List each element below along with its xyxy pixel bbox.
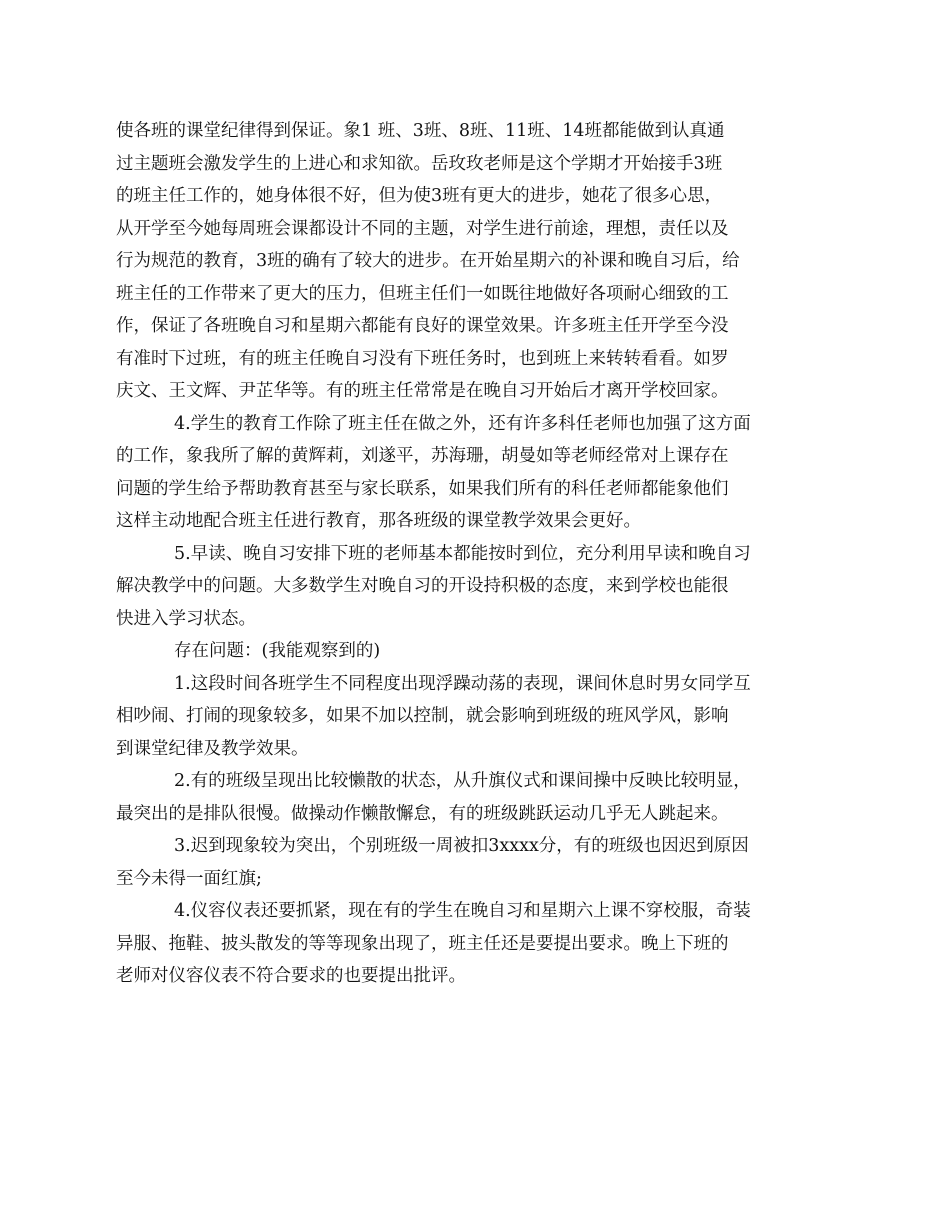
text-line: 行为规范的教育，3班的确有了较大的进步。在开始星期六的补课和晚自习后，给 [116,251,740,271]
text-line: 有准时下过班，有的班主任晚自习没有下班任务时，也到班上来转转看看。如罗 [116,348,729,369]
paragraph-first-line: 4.仪容仪表还要抓紧，现在有的学生在晚自习和星期六上课不穿校服，奇装 [174,901,751,921]
text-line: 作，保证了各班晚自习和星期六都能有良好的课堂效果。许多班主任开学至今没 [116,316,729,336]
paragraph-first-line: 5.早读、晚自习安排下班的老师基本都能按时到位，充分利用早读和晚自习 [174,543,751,564]
paragraph-first-line: 1.这段时间各班学生不同程度出现浮躁动荡的表现，课间休息时男女同学互 [174,673,751,694]
text-line: 快进入学习状态。 [116,608,256,629]
text-line: 的工作，象我所了解的黄辉莉，刘遂平，苏海珊，胡曼如等老师经常对上课存在 [116,446,729,466]
text-line: 老师对仪容仪表不符合要求的也要提出批评。 [116,966,466,986]
text-line: 使各班的课堂纪律得到保证。象1 班、3班、8班、11班、14班都能做到认真通 [116,121,725,141]
text-line: 解决教学中的问题。大多数学生对晚自习的开设持积极的态度，来到学校也能很 [116,576,729,596]
paragraph-first-line: 4.学生的教育工作除了班主任在做之外，还有许多科任老师也加强了这方面 [174,413,751,434]
text-line: 至今未得一面红旗; [116,868,262,889]
text-line: 过主题班会激发学生的上进心和求知欲。岳玫玫老师是这个学期才开始接手3班 [116,153,723,174]
paragraph-first-line: 2.有的班级呈现出比较懒散的状态，从升旗仪式和课间操中反映比较明显， [174,771,751,791]
text-line: 班主任的工作带来了更大的压力，但班主任们一如既往地做好各项耐心细致的工 [116,283,729,304]
text-line: 问题的学生给予帮助教育甚至与家长联系，如果我们所有的科任老师都能象他们 [116,478,729,499]
text-line: 最突出的是排队很慢。做操动作懒散懈怠，有的班级跳跃运动几乎无人跳起来。 [116,803,729,824]
text-line: 异服、拖鞋、披头散发的等等现象出现了，班主任还是要提出要求。晚上下班的 [116,933,729,954]
paragraph-first-line: 存在问题：(我能观察到的) [174,641,381,661]
text-line: 相吵闹、打闹的现象较多，如果不加以控制，就会影响到班级的班风学风，影响 [116,706,729,726]
text-line: 从开学至今她每周班会课都设计不同的主题，对学生进行前途，理想，责任以及 [116,218,729,239]
text-line: 到课堂纪律及教学效果。 [116,738,309,759]
document-body [116,115,836,993]
text-line: 庆文、王文辉、尹芷华等。有的班主任常常是在晚自习开始后才离开学校回家。 [116,381,729,401]
paragraph-first-line: 3.迟到现象较为突出，个别班级一周被扣3xxxx分，有的班级也因迟到原因 [174,836,749,856]
text-line: 这样主动地配合班主任进行教育，那各班级的课堂教学效果会更好。 [116,511,641,531]
text-line: 的班主任工作的，她身体很不好，但为使3班有更大的进步，她花了很多心思， [116,186,723,206]
